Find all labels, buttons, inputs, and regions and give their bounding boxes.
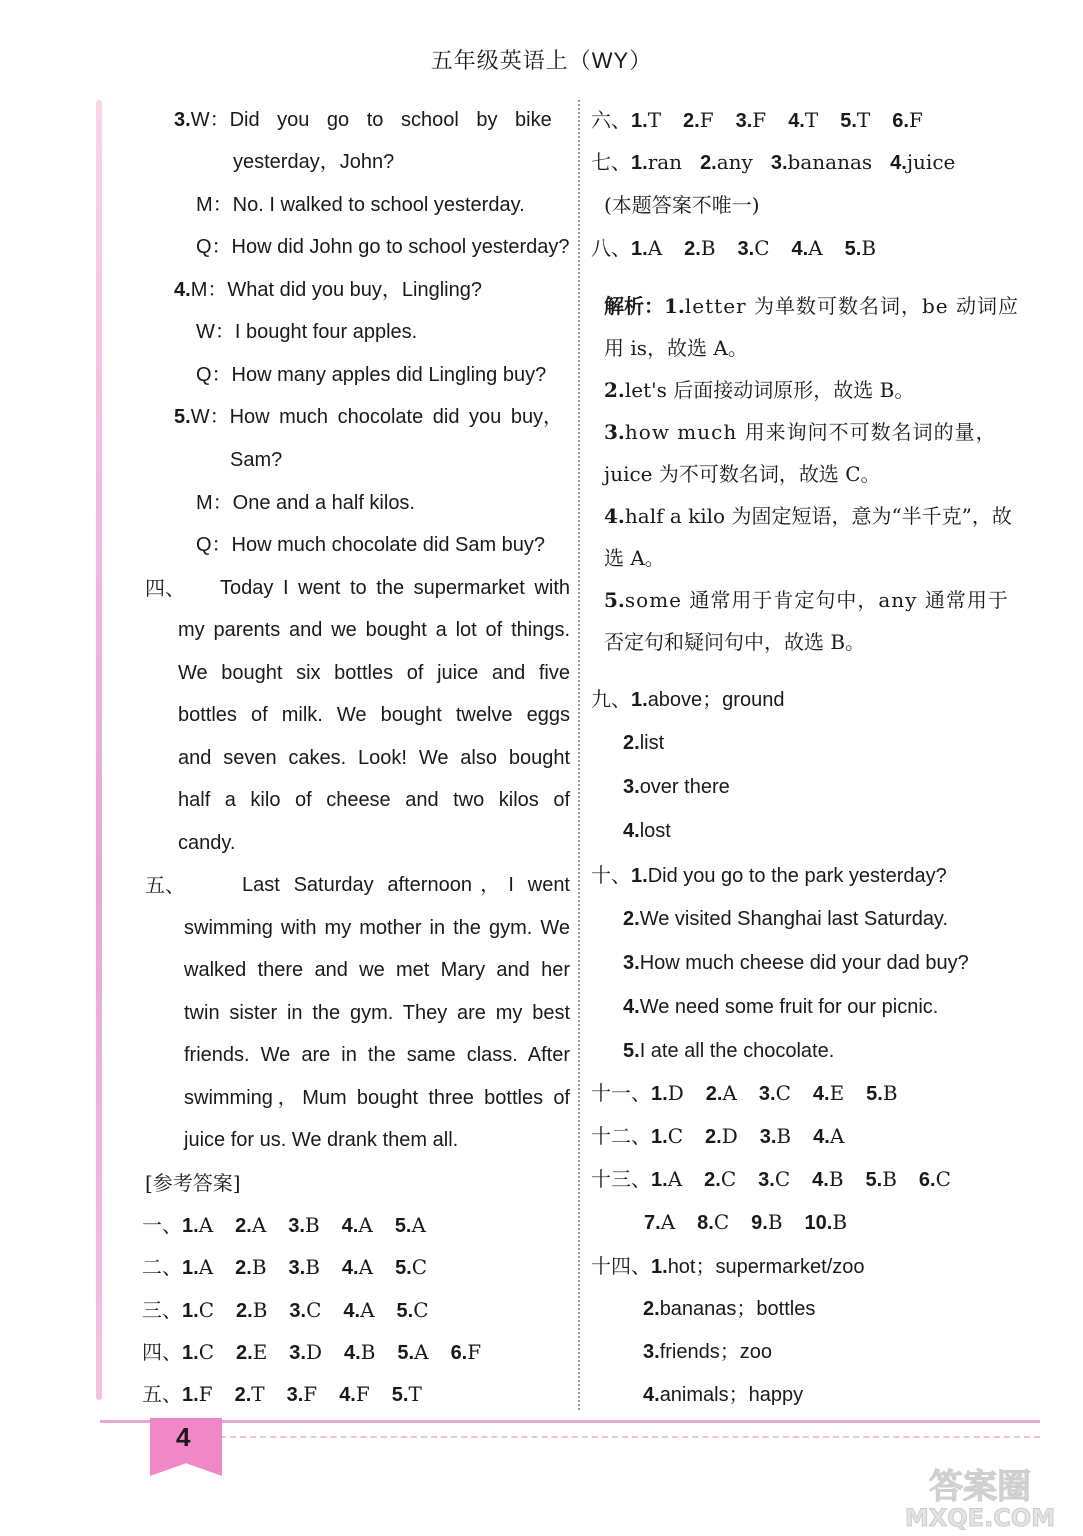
answer-item xyxy=(651,1083,684,1105)
answer-number: 2. xyxy=(236,1342,253,1364)
answer-number: 4. xyxy=(812,1083,830,1105)
answer-line xyxy=(591,1381,803,1409)
answer-item xyxy=(845,238,876,260)
answer-number: 5. xyxy=(396,1300,414,1322)
answer-row xyxy=(591,148,973,177)
answer-value: friends；zoo xyxy=(659,1341,772,1363)
answer-value: B xyxy=(252,1298,268,1322)
answer-number: 5. xyxy=(395,1257,412,1279)
answer-number: 1. xyxy=(651,1083,668,1105)
passage-5-line: Last Saturday afternoon，I went xyxy=(242,874,570,896)
passage-4-line: half a kilo of cheese and two kilos of xyxy=(178,789,570,811)
answer-item xyxy=(813,1083,844,1105)
answer-value: bananas xyxy=(787,150,873,174)
answer-value: F xyxy=(699,108,714,132)
answer-item xyxy=(751,1212,782,1234)
answer-item xyxy=(788,110,818,132)
answer-value: D xyxy=(305,1340,323,1364)
answer-value: C xyxy=(775,1081,791,1105)
analysis-3-line-1: 3.how much 用来询问不可数名词的量， xyxy=(604,420,997,444)
answer-item xyxy=(760,1126,791,1148)
answer-number: 3. xyxy=(286,1384,304,1406)
dialog-4-line-1: 4.M：What did you buy，Lingling? xyxy=(174,279,482,301)
passage-5-line: juice for us. We drank them all. xyxy=(184,1129,459,1151)
answer-value: T xyxy=(856,108,871,132)
answer-row xyxy=(142,1296,451,1325)
answer-item xyxy=(890,152,955,174)
analysis-3-line-2: juice 为不可数名词，故选 C。 xyxy=(604,462,881,486)
answer-number: 3. xyxy=(758,1169,775,1191)
answer-value: F xyxy=(467,1340,482,1364)
answer-value: Did you go to the park yesterday? xyxy=(647,865,947,887)
answer-item xyxy=(758,1169,790,1191)
answer-number: 4. xyxy=(341,1257,359,1279)
answer-line xyxy=(591,817,671,845)
analysis-2: 2.let's 后面接动词原形，故选 B。 xyxy=(604,378,915,402)
answer-value: A xyxy=(360,1298,375,1322)
answer-item xyxy=(182,1215,213,1237)
answer-value: C xyxy=(198,1298,214,1322)
answer-number: 4. xyxy=(890,152,907,174)
answer-section-label: 十二、 xyxy=(591,1124,651,1148)
section-5-label: 五、 xyxy=(145,873,185,897)
footer-dashed-rule xyxy=(220,1436,1040,1438)
answer-value: T xyxy=(647,108,662,132)
watermark-logo xyxy=(890,1462,1070,1532)
answer-number: 2. xyxy=(683,110,700,132)
passage-5-line: walked there and we met Mary and her xyxy=(184,959,570,981)
answer-value: D xyxy=(667,1081,684,1105)
answer-number: 2. xyxy=(704,1169,721,1191)
answer-value: A xyxy=(198,1255,214,1279)
answer-value: C xyxy=(198,1340,214,1364)
answer-section-label: 十三、 xyxy=(591,1167,651,1191)
answer-line xyxy=(591,685,784,714)
answer-number: 1. xyxy=(631,110,648,132)
dialog-5-line-2: Sam? xyxy=(230,449,283,471)
answer-value: bananas；bottles xyxy=(659,1298,816,1320)
answer-item xyxy=(631,152,682,174)
answer-number: 1. xyxy=(631,689,648,711)
answer-item xyxy=(235,1384,265,1406)
passage-5-line: friends. We are in the same class. After xyxy=(184,1044,570,1066)
answer-item xyxy=(235,1257,266,1279)
answer-value: B xyxy=(305,1255,320,1279)
answer-number: 1. xyxy=(651,1126,668,1148)
answer-item xyxy=(289,1257,320,1279)
answer-number: 5. xyxy=(397,1342,415,1364)
answer-number: 2. xyxy=(700,152,717,174)
answer-number: 1. xyxy=(182,1300,199,1322)
answer-number: 1. xyxy=(182,1215,199,1237)
answer-number: 2. xyxy=(643,1298,660,1320)
answer-number: 3. xyxy=(623,952,640,974)
answer-value: C xyxy=(720,1167,737,1191)
answer-item xyxy=(182,1342,214,1364)
answer-item xyxy=(684,238,715,260)
answer-number: 4. xyxy=(791,238,809,260)
answer-row xyxy=(591,1165,973,1194)
answer-item xyxy=(759,1083,791,1105)
answer-item xyxy=(339,1384,370,1406)
answer-item xyxy=(866,1083,897,1105)
answer-number: 4. xyxy=(341,1215,359,1237)
footer-rule xyxy=(100,1420,1040,1423)
answer-line xyxy=(591,861,947,890)
analysis-5-line-1: 5.some 通常用于肯定句中，any 通常用于 xyxy=(604,588,1009,612)
answer-value: B xyxy=(360,1340,376,1364)
answer-number: 7. xyxy=(644,1212,661,1234)
answer-value: above；ground xyxy=(647,689,785,711)
answer-item xyxy=(840,110,870,132)
answer-number: 1. xyxy=(651,1256,668,1278)
answer-number: 4. xyxy=(339,1384,356,1406)
answer-value: C xyxy=(754,236,770,260)
answer-item xyxy=(344,1342,375,1364)
answer-line xyxy=(591,905,948,933)
dialog-4-line-2: W：I bought four apples. xyxy=(196,321,418,343)
answer-value: How much cheese did your dad buy? xyxy=(639,952,969,974)
answer-value: C xyxy=(306,1298,322,1322)
answer-row xyxy=(591,234,898,263)
answer-item xyxy=(287,1384,318,1406)
answer-item xyxy=(182,1300,214,1322)
answer-item xyxy=(705,1126,738,1148)
answer-value: B xyxy=(828,1167,844,1191)
answer-value: T xyxy=(804,108,819,132)
answer-item xyxy=(392,1384,422,1406)
answer-item xyxy=(343,1300,374,1322)
answer-line xyxy=(591,1252,864,1281)
answer-section-label: 十四、 xyxy=(591,1254,651,1278)
analysis-4-line-1: 4.half a kilo 为固定短语，意为“半千克”，故 xyxy=(604,504,1012,528)
section-4-label: 四、 xyxy=(145,576,185,600)
answer-item xyxy=(866,1169,897,1191)
answer-row xyxy=(142,1338,503,1367)
answer-item xyxy=(288,1215,319,1237)
answer-row xyxy=(644,1208,869,1237)
answer-section-label: 五、 xyxy=(142,1382,182,1406)
answer-value: juice xyxy=(906,150,956,174)
answer-number: 5. xyxy=(865,1169,883,1191)
answer-item xyxy=(683,110,714,132)
dialog-4-question: Q：How many apples did Lingling buy? xyxy=(196,364,547,386)
answer-value: We need some fruit for our picnic. xyxy=(639,996,939,1018)
answer-item xyxy=(631,238,662,260)
answer-value: B xyxy=(882,1081,898,1105)
answer-value: F xyxy=(752,108,767,132)
answer-number: 2. xyxy=(234,1384,252,1406)
answer-value: I ate all the chocolate. xyxy=(639,1040,835,1062)
answer-value: A xyxy=(411,1213,426,1237)
answer-section-label: 二、 xyxy=(142,1255,182,1279)
answer-line xyxy=(591,1338,772,1366)
analysis-1-line-2: 用 is，故选 A。 xyxy=(604,336,748,360)
answer-item xyxy=(736,110,767,132)
answer-item xyxy=(700,152,753,174)
answer-item xyxy=(182,1257,213,1279)
answer-line xyxy=(591,729,664,757)
answer-number: 5. xyxy=(844,238,862,260)
answer-value: C xyxy=(667,1124,683,1148)
answer-item xyxy=(342,1257,373,1279)
answer-value: F xyxy=(198,1382,213,1406)
answer-number: 4. xyxy=(343,1300,361,1322)
answer-section-label: 八、 xyxy=(591,236,631,260)
answer-value: B xyxy=(861,236,877,260)
answer-number: 2. xyxy=(236,1300,253,1322)
answer-value: lost xyxy=(639,820,671,842)
dialog-5-line-3: M：One and a half kilos. xyxy=(196,492,415,514)
answer-value: A xyxy=(358,1255,374,1279)
answer-value: A xyxy=(660,1210,676,1234)
answer-number: 4. xyxy=(623,996,640,1018)
page-header-title: 五年级英语上（WY） xyxy=(430,48,653,73)
passage-4-line: bottles of milk. We bought twelve eggs xyxy=(178,704,570,726)
answer-item xyxy=(342,1215,373,1237)
passage-5-line: swimming with my mother in the gym. We xyxy=(184,917,570,939)
dialog-3-line-3: M：No. I walked to school yesterday. xyxy=(196,194,525,216)
answer-value: C xyxy=(774,1167,791,1191)
answer-number: 3. xyxy=(288,1257,306,1279)
answer-value: B xyxy=(832,1210,848,1234)
answer-item xyxy=(451,1342,482,1364)
answer-item xyxy=(644,1212,675,1234)
answer-row xyxy=(142,1211,448,1240)
answer-value: B xyxy=(304,1213,320,1237)
answer-number: 3. xyxy=(643,1341,660,1363)
answer-value: B xyxy=(251,1255,267,1279)
answer-line xyxy=(591,949,969,977)
answer-value: We visited Shanghai last Saturday. xyxy=(639,908,949,930)
answer-number: 1. xyxy=(182,1257,199,1279)
analysis-1-line-1: 解析：1.letter 为单数可数名词，be 动词应 xyxy=(604,294,1019,318)
answer-item xyxy=(397,1300,429,1322)
answer-item xyxy=(771,152,872,174)
answer-number: 4. xyxy=(643,1384,660,1406)
answer-value: F xyxy=(303,1382,318,1406)
dialog-3-line-1: 3.W：Did you go to school by bike xyxy=(174,109,552,131)
page-number: 4 xyxy=(176,1422,191,1452)
answer-number: 3. xyxy=(770,152,788,174)
answer-item xyxy=(706,1083,737,1105)
answer-item xyxy=(395,1257,427,1279)
answer-value: B xyxy=(767,1210,783,1234)
answer-number: 2. xyxy=(235,1257,252,1279)
answer-number: 5. xyxy=(623,1040,640,1062)
answer-value: A xyxy=(829,1124,845,1148)
answer-number: 3. xyxy=(288,1215,305,1237)
answer-value: B xyxy=(700,236,716,260)
answer-value: A xyxy=(667,1167,683,1191)
answer-number: 4. xyxy=(813,1126,830,1148)
answer-number: 1. xyxy=(631,238,648,260)
dialog-5-line-1: 5.W：How much chocolate did you buy， xyxy=(174,406,564,428)
answer-number: 5. xyxy=(391,1384,409,1406)
left-margin-bar xyxy=(96,100,102,1400)
answer-value: C xyxy=(413,1298,429,1322)
answer-number: 3. xyxy=(737,238,755,260)
answer-value: C xyxy=(935,1167,951,1191)
dialog-3-question: Q：How did John go to school yesterday? xyxy=(196,236,570,258)
reference-answers-title: [参考答案] xyxy=(145,1171,241,1195)
answer-item xyxy=(813,1126,844,1148)
answer-number: 2. xyxy=(705,1126,722,1148)
answer-value: hot；supermarket/zoo xyxy=(667,1256,865,1278)
answer-value: A xyxy=(808,236,823,260)
dialog-5-question: Q：How much chocolate did Sam buy? xyxy=(196,534,546,556)
answer-section-label: 九、 xyxy=(591,687,631,711)
answer-value: D xyxy=(721,1124,738,1148)
answer-item xyxy=(704,1169,736,1191)
answer-item xyxy=(651,1126,683,1148)
answer-row xyxy=(142,1380,444,1409)
watermark-logo-text: 答案圈 xyxy=(929,1467,1031,1507)
answer-item xyxy=(289,1300,321,1322)
answer-value: A xyxy=(647,236,663,260)
answer-item xyxy=(631,110,661,132)
dialog-3-line-2: yesterday，John? xyxy=(233,151,395,173)
answer-row xyxy=(591,1122,866,1151)
answer-item xyxy=(182,1384,213,1406)
answer-number: 5. xyxy=(394,1215,412,1237)
answer-number: 1. xyxy=(651,1169,668,1191)
answer-value: E xyxy=(252,1340,268,1364)
answer-number: 5. xyxy=(866,1083,883,1105)
answer-number: 3. xyxy=(759,1126,777,1148)
answer-item xyxy=(892,110,923,132)
answer-item xyxy=(697,1212,729,1234)
passage-4-line: We bought six bottles of juice and five xyxy=(178,662,570,684)
answer-number: 2. xyxy=(623,908,640,930)
answer-number: 3. xyxy=(758,1083,776,1105)
answer-value: T xyxy=(408,1382,422,1406)
analysis-5-line-2: 否定句和疑问句中，故选 B。 xyxy=(604,630,866,654)
answer-line xyxy=(591,773,730,801)
answer-value: C xyxy=(411,1255,428,1279)
answer-value: A xyxy=(722,1081,737,1105)
answer-number: 8. xyxy=(697,1212,714,1234)
answer-item xyxy=(919,1169,951,1191)
answer-value: over there xyxy=(639,776,730,798)
answer-number: 6. xyxy=(450,1342,468,1364)
answer-value: list xyxy=(639,732,665,754)
passage-5-line: swimming，Mum bought three bottles of xyxy=(184,1087,570,1109)
passage-4-line: Today I went to the supermarket with xyxy=(220,577,570,599)
note-answer-not-unique: (本题答案不唯一) xyxy=(604,193,760,217)
answer-value: C xyxy=(713,1210,730,1234)
answer-section-label: 一、 xyxy=(142,1213,182,1237)
answer-number: 3. xyxy=(289,1300,307,1322)
answer-value: T xyxy=(251,1382,265,1406)
answer-value: ran xyxy=(647,150,683,174)
watermark-url: MXQE.COM xyxy=(904,1504,1056,1532)
passage-4-line: candy. xyxy=(178,832,236,854)
answer-section-label: 七、 xyxy=(591,150,631,174)
answer-line xyxy=(591,1295,815,1323)
answer-item xyxy=(395,1215,426,1237)
answer-number: 10. xyxy=(804,1212,833,1234)
answer-number: 4. xyxy=(812,1169,829,1191)
answer-number: 2. xyxy=(705,1083,723,1105)
answer-value: animals；happy xyxy=(659,1384,804,1406)
answer-number: 4. xyxy=(344,1342,361,1364)
answer-number: 4. xyxy=(788,110,805,132)
answer-value: A xyxy=(251,1213,267,1237)
answer-row xyxy=(591,106,945,135)
answer-section-label: 三、 xyxy=(142,1298,182,1322)
passage-4-line: and seven cakes. Look! We also bought xyxy=(178,747,570,769)
answer-value: B xyxy=(882,1167,897,1191)
answer-number: 2. xyxy=(623,732,640,754)
answer-item xyxy=(738,238,770,260)
passage-4-line: my parents and we bought a lot of things. xyxy=(178,619,570,641)
answer-number: 3. xyxy=(623,776,640,798)
answer-section-label: 四、 xyxy=(142,1340,182,1364)
answer-number: 1. xyxy=(631,865,648,887)
answer-line xyxy=(591,1037,834,1065)
answer-number: 6. xyxy=(892,110,909,132)
answer-number: 5. xyxy=(840,110,857,132)
column-divider xyxy=(578,100,580,1410)
answer-value: E xyxy=(829,1081,845,1105)
answer-number: 3. xyxy=(289,1342,306,1364)
answer-item xyxy=(289,1342,322,1364)
answer-line xyxy=(591,993,938,1021)
answer-number: 2. xyxy=(684,238,701,260)
answer-value: A xyxy=(414,1340,429,1364)
analysis-4-line-2: 选 A。 xyxy=(604,546,665,570)
answer-value: B xyxy=(776,1124,792,1148)
answer-row xyxy=(142,1253,449,1282)
answer-item xyxy=(236,1300,267,1322)
answer-number: 2. xyxy=(235,1215,252,1237)
answer-item xyxy=(235,1215,266,1237)
answer-number: 1. xyxy=(182,1384,199,1406)
answer-item xyxy=(651,1169,682,1191)
answer-number: 9. xyxy=(751,1212,768,1234)
answer-number: 1. xyxy=(182,1342,199,1364)
answer-value: any xyxy=(716,150,753,174)
passage-5-line: twin sister in the gym. They are my best xyxy=(184,1002,570,1024)
answer-value: A xyxy=(358,1213,373,1237)
answer-value: A xyxy=(198,1213,214,1237)
answer-number: 1. xyxy=(631,152,648,174)
answer-section-label: 十、 xyxy=(591,863,631,887)
answer-item xyxy=(236,1342,267,1364)
answer-section-label: 六、 xyxy=(591,108,631,132)
answer-number: 4. xyxy=(623,820,640,842)
answer-value: F xyxy=(355,1382,370,1406)
answer-value: F xyxy=(908,108,923,132)
answer-item xyxy=(792,238,823,260)
answer-number: 3. xyxy=(735,110,753,132)
answer-item xyxy=(397,1342,428,1364)
answer-item xyxy=(812,1169,843,1191)
answer-row xyxy=(591,1079,920,1108)
answer-number: 6. xyxy=(918,1169,936,1191)
answer-item xyxy=(805,1212,848,1234)
answer-section-label: 十一、 xyxy=(591,1081,651,1105)
